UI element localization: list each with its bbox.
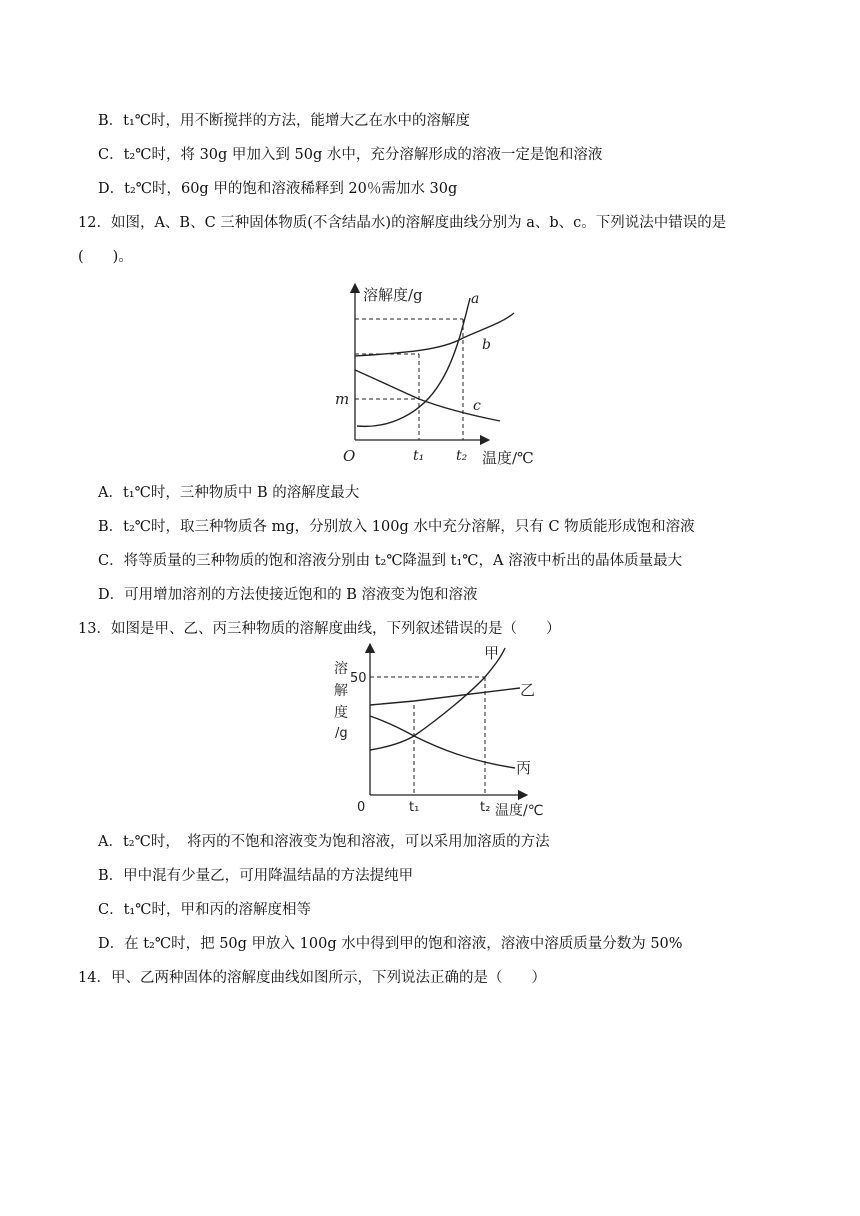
q12-ylabel: 溶解度/g	[363, 286, 423, 304]
q13-option-c: C．t₁℃时，甲和丙的溶解度相等	[98, 902, 311, 918]
q12-option-b: B．t₂℃时，取三种物质各 mg，分别放入 100g 水中充分溶解，只有 C 物质能形成饱和溶液	[98, 519, 695, 535]
q12-label-a: a	[471, 291, 480, 307]
q13-origin: 0	[357, 800, 366, 815]
q14-stem: 14．甲、乙两种固体的溶解度曲线如图所示，下列说法正确的是（ ）	[78, 970, 546, 986]
q13-ylabel-2: 解	[334, 683, 348, 699]
q11-option-b: B．t₁℃时，用不断搅拌的方法，能增大乙在水中的溶解度	[98, 113, 471, 129]
q13-t1: t₁	[409, 800, 420, 815]
q13-t2: t₂	[480, 800, 491, 815]
q13-label-jia: 甲	[484, 644, 500, 662]
q12-t2: t₂	[456, 448, 468, 464]
q13-ylabel-3: 度	[334, 705, 348, 721]
q12-option-a: A．t₁℃时，三种物质中 B 的溶解度最大	[98, 485, 360, 501]
q13-label-bing: 丙	[516, 759, 532, 777]
q12-option-c: C．将等质量的三种物质的饱和溶液分别由 t₂℃降温到 t₁℃，A 溶液中析出的晶体质量最大	[98, 553, 683, 569]
q12-solubility-figure	[330, 283, 560, 473]
q11-option-d: D．t₂℃时，60g 甲的饱和溶液稀释到 20％需加水 30g	[98, 181, 458, 197]
q12-option-d: D．可用增加溶剂的方法使接近饱和的 B 溶液变为饱和溶液	[98, 587, 478, 603]
q13-curve-bing	[370, 716, 515, 768]
q13-option-b: B．甲中混有少量乙，可用降温结晶的方法提纯甲	[98, 868, 414, 884]
q12-m-label: m	[335, 390, 350, 408]
q13-stem: 13．如图是甲、乙、丙三种物质的溶解度曲线，下列叙述错误的是（ ）	[78, 621, 561, 637]
q13-ytick-50: 50	[350, 671, 367, 686]
q13-label-yi: 乙	[520, 681, 536, 699]
q12-label-b: b	[482, 337, 491, 353]
q13-xlabel: 温度/℃	[495, 803, 544, 819]
q12-curve-a	[357, 298, 470, 426]
q12-stem-line1: 12．如图，A、B、C 三种固体物质(不含结晶水)的溶解度曲线分别为 a、b、c。下列说法中错误的是	[78, 215, 727, 231]
q12-label-c: c	[473, 398, 481, 414]
q13-curve-yi	[370, 688, 520, 705]
q12-xlabel: 温度/℃	[482, 449, 534, 467]
q13-ylabel-4: /g	[335, 726, 348, 741]
q12-stem-line2: ( )。	[78, 249, 133, 265]
q12-origin: O	[343, 447, 356, 465]
q11-option-c: C．t₂℃时，将 30g 甲加入到 50g 水中，充分溶解形成的溶液一定是饱和溶液	[98, 147, 603, 163]
q13-solubility-figure	[330, 643, 570, 823]
q13-option-a: A．t₂℃时， 将丙的不饱和溶液变为饱和溶液，可以采用加溶质的方法	[98, 834, 550, 850]
q13-ylabel-1: 溶	[334, 661, 348, 677]
q12-t1: t₁	[413, 448, 425, 464]
q13-option-d: D．在 t₂℃时，把 50g 甲放入 100g 水中得到甲的饱和溶液，溶液中溶质质量分数为 50%	[98, 936, 683, 952]
